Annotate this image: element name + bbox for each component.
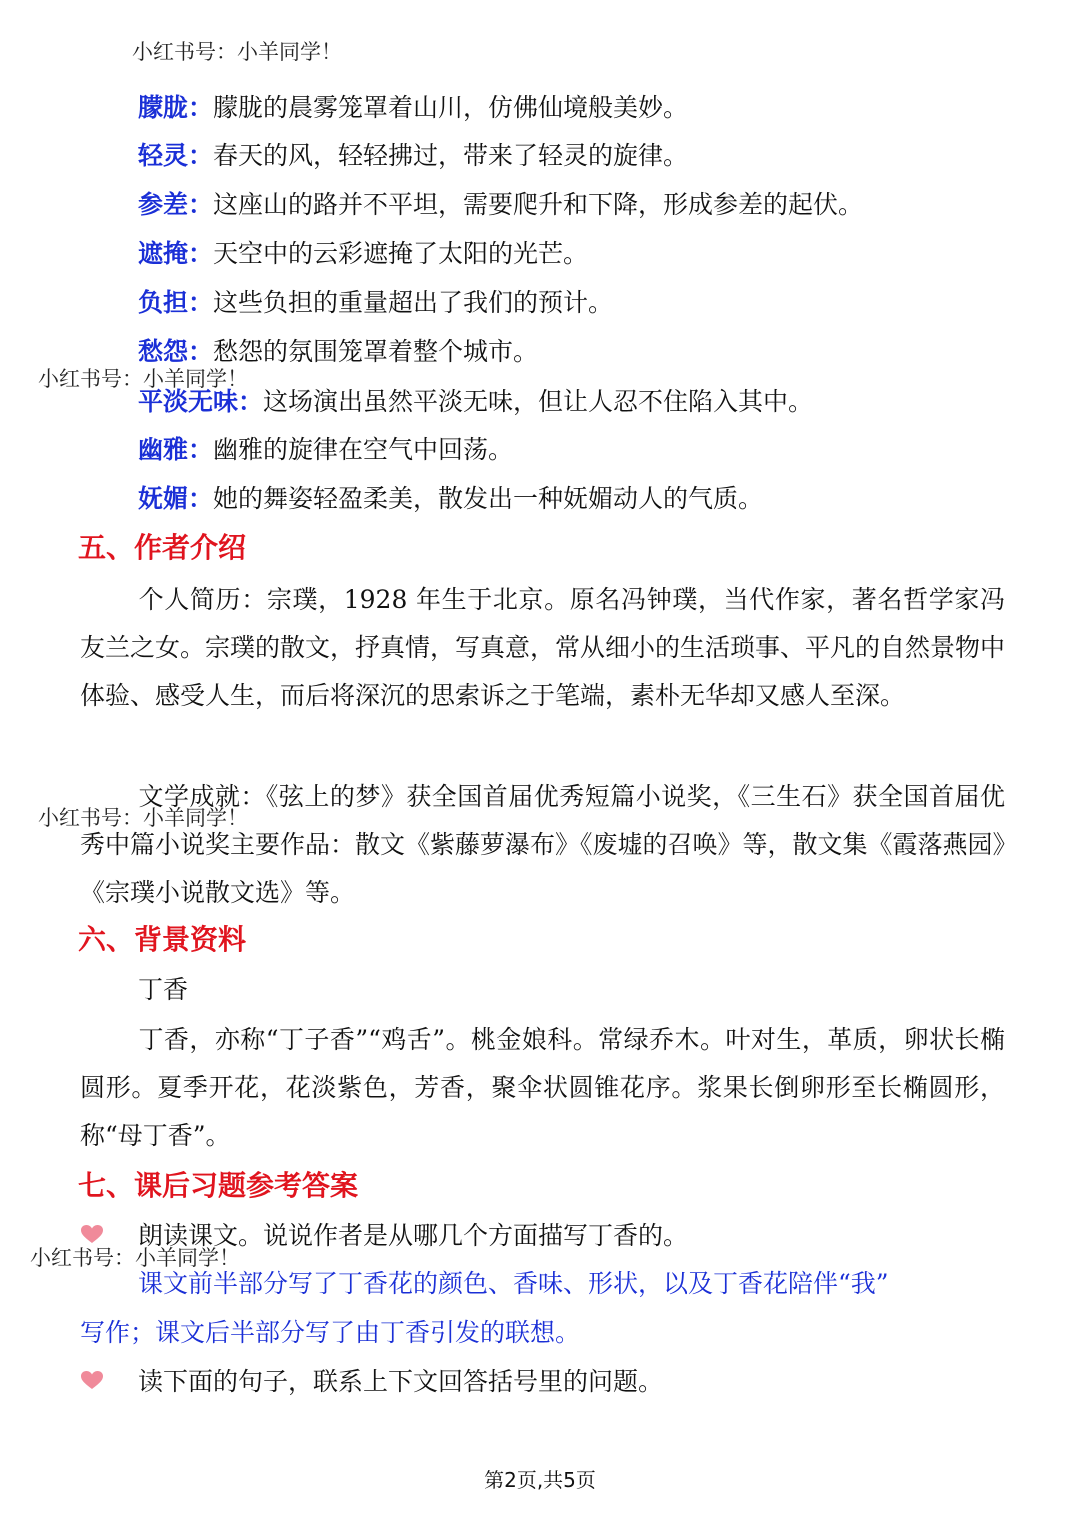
vocab-term: 愁怨： bbox=[138, 337, 214, 366]
watermark: 小红书号：小羊同学！ bbox=[38, 806, 248, 830]
vocab-term: 参差： bbox=[138, 190, 214, 219]
question-2: 读下面的句子，联系上下文回答括号里的问题。 bbox=[138, 1367, 664, 1396]
vocab-term: 妩媚： bbox=[138, 484, 214, 513]
vocab-item bbox=[138, 432, 1038, 468]
heart-icon bbox=[80, 1224, 104, 1244]
background-text bbox=[80, 1016, 1005, 1160]
vocab-item bbox=[138, 481, 1038, 517]
vocab-sentence: 春天的风，轻轻拂过，带来了轻灵的旋律。 bbox=[213, 141, 689, 170]
vocab-sentence: 她的舞姿轻盈柔美，散发出一种妩媚动人的气质。 bbox=[213, 484, 764, 513]
vocab-item bbox=[138, 90, 1038, 126]
vocab-term: 平淡无味： bbox=[138, 387, 264, 416]
answer-1-line-1: 课文前半部分写了丁香花的颜色、香味、形状，以及丁香花陪伴“我” bbox=[138, 1269, 889, 1298]
vocab-sentence: 幽雅的旋律在空气中回荡。 bbox=[213, 435, 514, 464]
watermark: 小红书号：小羊同学！ bbox=[132, 40, 342, 64]
vocab-item bbox=[138, 285, 1038, 321]
watermark: 小红书号：小羊同学！ bbox=[38, 367, 248, 391]
section-heading: 七、课后习题参考答案 bbox=[78, 1169, 359, 1202]
author-achievements-text: 文学成就：《弦上的梦》获全国首届优秀短篇小说奖，《三生石》获全国首届优秀中篇小说奖主要作品：散文《紫藤萝瀑布》《废墟的召唤》等，散文集《霞落燕园》《宗璞小说散文选》等。 bbox=[80, 782, 1006, 907]
question-1: 朗读课文。说说作者是从哪几个方面描写丁香的。 bbox=[138, 1221, 689, 1250]
vocab-term: 幽雅： bbox=[138, 435, 214, 464]
author-bio-text: 个人简历：宗璞，1928 年生于北京。原名冯钟璞，当代作家，著名哲学家冯友兰之女。宗璞的散文，抒真情，写真意，常从细小的生活琐事、平凡的自然景物中体验、感受人生，而后将深沉的思索诉之于笔端，素朴无华却又感人至深。 bbox=[80, 585, 1006, 710]
vocab-item bbox=[138, 384, 1038, 420]
vocab-sentence: 朦胧的晨雾笼罩着山川，仿佛仙境般美妙。 bbox=[213, 93, 689, 122]
background-text-body: 丁香，亦称“丁子香”“鸡舌”。桃金娘科。常绿乔木。叶对生，革质，卵状长椭圆形。夏季开花，花淡紫色，芳香，聚伞状圆锥花序。浆果长倒卵形至长椭圆形，称“母丁香”。 bbox=[80, 1025, 1005, 1150]
answer-1-line-2: 写作；课文后半部分写了由丁香引发的联想。 bbox=[80, 1318, 581, 1347]
vocab-sentence: 天空中的云彩遮掩了太阳的光芒。 bbox=[213, 239, 589, 268]
section-heading: 五、作者介绍 bbox=[78, 531, 247, 564]
page-number: 第2页,共5页 bbox=[484, 1468, 596, 1492]
vocab-item bbox=[138, 236, 1038, 272]
vocab-sentence: 这座山的路并不平坦，需要爬升和下降，形成参差的起伏。 bbox=[213, 190, 864, 219]
watermark: 小红书号：小羊同学！ bbox=[30, 1246, 240, 1270]
vocab-sentence: 这场演出虽然平淡无味，但让人忍不住陷入其中。 bbox=[263, 387, 814, 416]
background-subtitle: 丁香 bbox=[138, 975, 189, 1004]
vocab-sentence: 愁怨的氛围笼罩着整个城市。 bbox=[213, 337, 539, 366]
vocab-item bbox=[138, 138, 1038, 174]
author-achievements bbox=[80, 773, 1005, 917]
vocab-item bbox=[138, 187, 1038, 223]
vocab-term: 负担： bbox=[138, 288, 214, 317]
vocab-term: 朦胧： bbox=[138, 93, 214, 122]
section-heading: 六、背景资料 bbox=[78, 923, 247, 956]
vocab-sentence: 这些负担的重量超出了我们的预计。 bbox=[213, 288, 614, 317]
author-bio bbox=[80, 576, 1005, 720]
vocab-term: 轻灵： bbox=[138, 141, 214, 170]
vocab-item bbox=[138, 334, 1038, 370]
heart-icon bbox=[80, 1370, 104, 1390]
vocab-term: 遮掩： bbox=[138, 239, 214, 268]
